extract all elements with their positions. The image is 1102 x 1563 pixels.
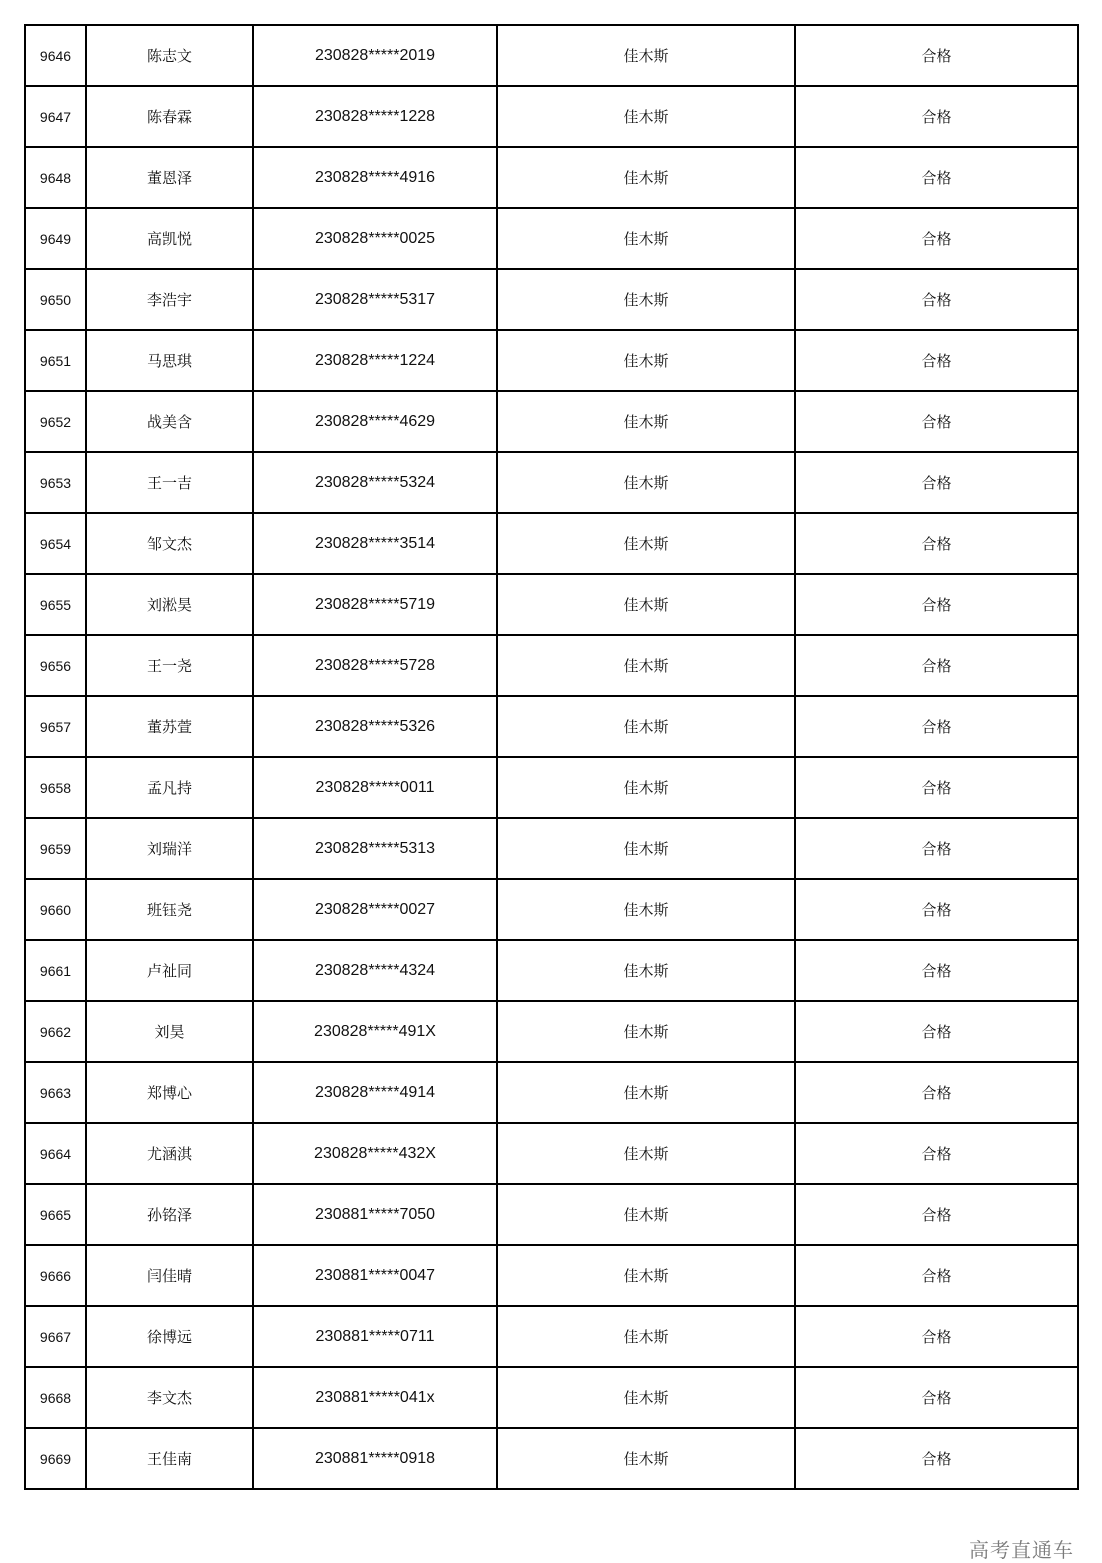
cell-city: 佳木斯 (497, 1428, 795, 1489)
cell-city: 佳木斯 (497, 1062, 795, 1123)
cell-result: 合格 (795, 1001, 1078, 1062)
table-row (25, 1184, 1078, 1245)
cell-city: 佳木斯 (497, 208, 795, 269)
table-row (25, 940, 1078, 1001)
cell-id-number: 230828*****1228 (253, 86, 497, 147)
cell-id-number: 230828*****4324 (253, 940, 497, 1001)
cell-id-number: 230828*****3514 (253, 513, 497, 574)
cell-seq: 9647 (25, 86, 86, 147)
cell-city: 佳木斯 (497, 696, 795, 757)
results-table (24, 24, 1079, 1490)
cell-result: 合格 (795, 452, 1078, 513)
cell-name: 徐博远 (86, 1306, 253, 1367)
cell-seq: 9669 (25, 1428, 86, 1489)
cell-name: 闫佳晴 (86, 1245, 253, 1306)
cell-seq: 9663 (25, 1062, 86, 1123)
cell-result: 合格 (795, 208, 1078, 269)
cell-city: 佳木斯 (497, 86, 795, 147)
cell-name: 郑博心 (86, 1062, 253, 1123)
cell-seq: 9649 (25, 208, 86, 269)
cell-city: 佳木斯 (497, 879, 795, 940)
cell-city: 佳木斯 (497, 25, 795, 86)
cell-id-number: 230828*****5728 (253, 635, 497, 696)
cell-seq: 9646 (25, 25, 86, 86)
cell-seq: 9653 (25, 452, 86, 513)
table-row (25, 513, 1078, 574)
cell-name: 王佳南 (86, 1428, 253, 1489)
cell-id-number: 230828*****5317 (253, 269, 497, 330)
cell-name: 董恩泽 (86, 147, 253, 208)
cell-city: 佳木斯 (497, 1184, 795, 1245)
cell-city: 佳木斯 (497, 1001, 795, 1062)
cell-city: 佳木斯 (497, 269, 795, 330)
cell-result: 合格 (795, 1184, 1078, 1245)
cell-result: 合格 (795, 1123, 1078, 1184)
cell-seq: 9665 (25, 1184, 86, 1245)
cell-name: 卢祉同 (86, 940, 253, 1001)
cell-name: 刘瑞洋 (86, 818, 253, 879)
cell-city: 佳木斯 (497, 513, 795, 574)
table-row (25, 635, 1078, 696)
cell-seq: 9648 (25, 147, 86, 208)
cell-city: 佳木斯 (497, 818, 795, 879)
cell-id-number: 230828*****4914 (253, 1062, 497, 1123)
table-row (25, 330, 1078, 391)
cell-city: 佳木斯 (497, 1367, 795, 1428)
cell-result: 合格 (795, 391, 1078, 452)
cell-name: 王一尧 (86, 635, 253, 696)
cell-result: 合格 (795, 818, 1078, 879)
cell-result: 合格 (795, 574, 1078, 635)
cell-result: 合格 (795, 1062, 1078, 1123)
cell-id-number: 230828*****432X (253, 1123, 497, 1184)
cell-name: 陈春霖 (86, 86, 253, 147)
cell-seq: 9662 (25, 1001, 86, 1062)
cell-city: 佳木斯 (497, 1245, 795, 1306)
cell-id-number: 230828*****5719 (253, 574, 497, 635)
cell-id-number: 230828*****5326 (253, 696, 497, 757)
cell-seq: 9661 (25, 940, 86, 1001)
table-row (25, 147, 1078, 208)
cell-name: 孟凡持 (86, 757, 253, 818)
cell-result: 合格 (795, 25, 1078, 86)
cell-id-number: 230828*****4629 (253, 391, 497, 452)
cell-seq: 9652 (25, 391, 86, 452)
table-row (25, 1367, 1078, 1428)
table-row (25, 1123, 1078, 1184)
cell-result: 合格 (795, 513, 1078, 574)
table-row (25, 757, 1078, 818)
cell-seq: 9667 (25, 1306, 86, 1367)
cell-name: 班钰尧 (86, 879, 253, 940)
cell-name: 尤涵淇 (86, 1123, 253, 1184)
cell-id-number: 230828*****2019 (253, 25, 497, 86)
cell-result: 合格 (795, 635, 1078, 696)
cell-id-number: 230828*****0025 (253, 208, 497, 269)
table-row (25, 269, 1078, 330)
cell-result: 合格 (795, 147, 1078, 208)
cell-seq: 9666 (25, 1245, 86, 1306)
table-row (25, 1428, 1078, 1489)
cell-seq: 9656 (25, 635, 86, 696)
cell-name: 陈志文 (86, 25, 253, 86)
table-row (25, 25, 1078, 86)
cell-id-number: 230828*****1224 (253, 330, 497, 391)
cell-name: 李浩宇 (86, 269, 253, 330)
cell-id-number: 230881*****7050 (253, 1184, 497, 1245)
cell-seq: 9658 (25, 757, 86, 818)
cell-result: 合格 (795, 879, 1078, 940)
cell-city: 佳木斯 (497, 635, 795, 696)
cell-seq: 9659 (25, 818, 86, 879)
cell-id-number: 230828*****0027 (253, 879, 497, 940)
cell-id-number: 230828*****0011 (253, 757, 497, 818)
table-row (25, 1062, 1078, 1123)
cell-result: 合格 (795, 1245, 1078, 1306)
cell-name: 孙铭泽 (86, 1184, 253, 1245)
cell-city: 佳木斯 (497, 1306, 795, 1367)
cell-city: 佳木斯 (497, 147, 795, 208)
cell-city: 佳木斯 (497, 757, 795, 818)
table-row (25, 696, 1078, 757)
table-row (25, 1245, 1078, 1306)
cell-id-number: 230881*****041x (253, 1367, 497, 1428)
cell-seq: 9650 (25, 269, 86, 330)
cell-city: 佳木斯 (497, 574, 795, 635)
cell-name: 董苏萱 (86, 696, 253, 757)
cell-result: 合格 (795, 1306, 1078, 1367)
table-row (25, 818, 1078, 879)
cell-id-number: 230828*****4916 (253, 147, 497, 208)
table-row (25, 879, 1078, 940)
cell-city: 佳木斯 (497, 452, 795, 513)
table-row (25, 574, 1078, 635)
cell-id-number: 230828*****491X (253, 1001, 497, 1062)
cell-result: 合格 (795, 696, 1078, 757)
results-table-body (25, 25, 1078, 1489)
cell-id-number: 230881*****0711 (253, 1306, 497, 1367)
cell-id-number: 230881*****0918 (253, 1428, 497, 1489)
cell-result: 合格 (795, 757, 1078, 818)
cell-city: 佳木斯 (497, 1123, 795, 1184)
cell-id-number: 230828*****5324 (253, 452, 497, 513)
cell-name: 战美含 (86, 391, 253, 452)
cell-seq: 9668 (25, 1367, 86, 1428)
cell-city: 佳木斯 (497, 940, 795, 1001)
cell-seq: 9660 (25, 879, 86, 940)
cell-name: 邹文杰 (86, 513, 253, 574)
cell-result: 合格 (795, 1367, 1078, 1428)
cell-seq: 9654 (25, 513, 86, 574)
table-row (25, 1001, 1078, 1062)
cell-name: 刘淞昊 (86, 574, 253, 635)
watermark-text: 高考直通车 (969, 1534, 1074, 1563)
table-row (25, 208, 1078, 269)
table-row (25, 86, 1078, 147)
cell-name: 高凯悦 (86, 208, 253, 269)
cell-id-number: 230828*****5313 (253, 818, 497, 879)
cell-result: 合格 (795, 330, 1078, 391)
table-row (25, 391, 1078, 452)
cell-seq: 9655 (25, 574, 86, 635)
cell-city: 佳木斯 (497, 330, 795, 391)
cell-name: 马思琪 (86, 330, 253, 391)
cell-id-number: 230881*****0047 (253, 1245, 497, 1306)
cell-result: 合格 (795, 269, 1078, 330)
cell-city: 佳木斯 (497, 391, 795, 452)
cell-seq: 9657 (25, 696, 86, 757)
cell-seq: 9651 (25, 330, 86, 391)
cell-name: 李文杰 (86, 1367, 253, 1428)
cell-result: 合格 (795, 1428, 1078, 1489)
table-row (25, 452, 1078, 513)
cell-name: 刘昊 (86, 1001, 253, 1062)
table-row (25, 1306, 1078, 1367)
cell-name: 王一吉 (86, 452, 253, 513)
cell-result: 合格 (795, 86, 1078, 147)
cell-seq: 9664 (25, 1123, 86, 1184)
cell-result: 合格 (795, 940, 1078, 1001)
